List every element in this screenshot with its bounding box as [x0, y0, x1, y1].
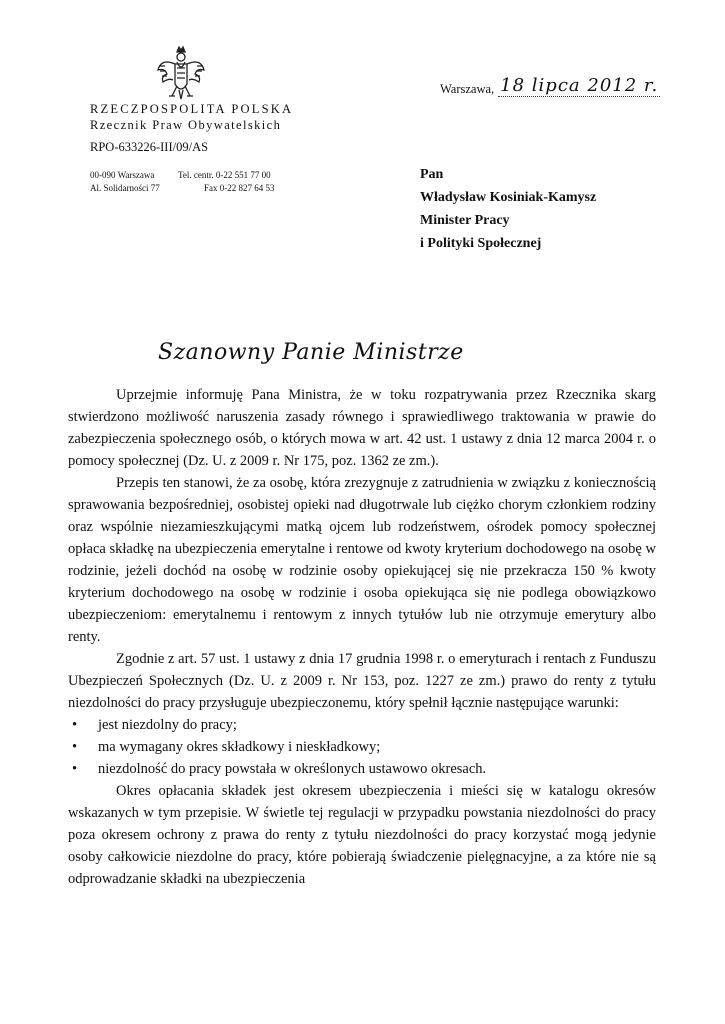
list-item	[68, 758, 656, 780]
list-item-text: jest niezdolny do pracy;	[98, 717, 237, 733]
organization-block	[90, 101, 293, 133]
paragraph-2: Przepis ten stanowi, że za osobę, która zrezygnuje z zatrudnienia w związku z koniecznością sprawowania bezpośredniej, osobistej opieki nad długotrwale lub ciężko chorym członkiem rodziny oraz wspólnie niezamieszkującymi matką ojcem lub rodzeństwem, ośrodek pomocy społecznej opłaca składkę na ubezpieczenia emerytalne i rentowe od kwoty kryterium dochodowego na osobę w rodzinie, jeżeli dochód na osobę w rodzinie osoby opiekującej się nie przekracza 150 % kwoty kryterium dochodowego na osobę w rodzinie i osoba opiekująca się nie podlega obowiązkowo ubezpieczeniom: emerytalnemu i rentowym z innych tytułów lub nie otrzymuje emerytury albo renty.	[68, 475, 656, 645]
paragraph-4: Okres opłacania składek jest okresem ubezpieczenia i mieści się w katalogu okresów wskazanych w tym przepisie. W świetle tej regulacji w przypadku powstania niezdolności do pracy poza okresem ochrony z prawa do renty z tytułu niezdolności do pracy korzystać mogą jedynie osoby całkowicie niezdolne do pracy, które pobierają świadczenie pielęgnacyjne, a za które nie są odprowadzanie składki na ubezpieczenia	[68, 783, 656, 887]
fax-number: Fax 0-22 827 64 53	[204, 183, 275, 193]
recipient-block	[420, 163, 596, 255]
bullet-icon: •	[72, 717, 78, 733]
letter-body	[68, 384, 656, 890]
address-block	[90, 169, 275, 195]
paragraph-1: Uprzejmie informuję Pana Ministra, że w toku rozpatrywania przez Rzecznika skarg stwierdzono możliwość naruszenia zasady równego i sprawiedliwego traktowania w prawie do zabezpieczenia społecznego osób, o których mowa w art. 42 ust. 1 ustawy z dnia 12 marca 2004 r. o pomocy społecznej (Dz. U. z 2009 r. Nr 175, poz. 1362 ze zm.).	[68, 387, 656, 469]
handwritten-salutation: Szanowny Panie Ministrze	[158, 340, 464, 365]
list-item	[68, 714, 656, 736]
reference-number: RPO-633226-III/09/AS	[90, 140, 209, 154]
polish-eagle-emblem-icon	[155, 44, 207, 102]
conditions-list	[68, 714, 656, 780]
list-item-text: niezdolność do pracy powstała w określonych ustawowo okresach.	[98, 761, 487, 777]
recipient-line-3: Minister Pracy	[420, 213, 510, 228]
list-item-text: ma wymagany okres składkowy i nieskładkowy;	[98, 739, 381, 755]
address-line-1: 00-090 Warszawa	[90, 170, 155, 180]
bullet-icon: •	[72, 761, 78, 777]
bullet-icon: •	[72, 739, 78, 755]
org-subtitle: Rzecznik Praw Obywatelskich	[90, 118, 282, 132]
place-and-date	[440, 77, 660, 97]
place-label: Warszawa,	[440, 82, 495, 96]
list-item	[68, 736, 656, 758]
org-name: RZECZPOSPOLITA POLSKA	[90, 102, 294, 116]
phone-number: Tel. centr. 0-22 551 77 00	[178, 170, 271, 180]
recipient-line-4: i Polityki Społecznej	[420, 236, 542, 251]
paragraph-3: Zgodnie z art. 57 ust. 1 ustawy z dnia 17 grudnia 1998 r. o emeryturach i rentach z Funduszu Ubezpieczeń Społecznych (Dz. U. z 2009 r. Nr 153, poz. 1227 ze zm.) prawo do renty z tytułu niezdolności do pracy przysługuje ubezpieczonemu, który spełnił łącznie następujące warunki:	[68, 651, 656, 711]
recipient-line-2: Władysław Kosiniak-Kamysz	[420, 190, 597, 205]
recipient-line-1: Pan	[420, 167, 444, 182]
handwritten-date: 18 lipca 2012 r.	[500, 75, 659, 96]
address-line-2: Al. Solidarności 77	[90, 183, 160, 193]
